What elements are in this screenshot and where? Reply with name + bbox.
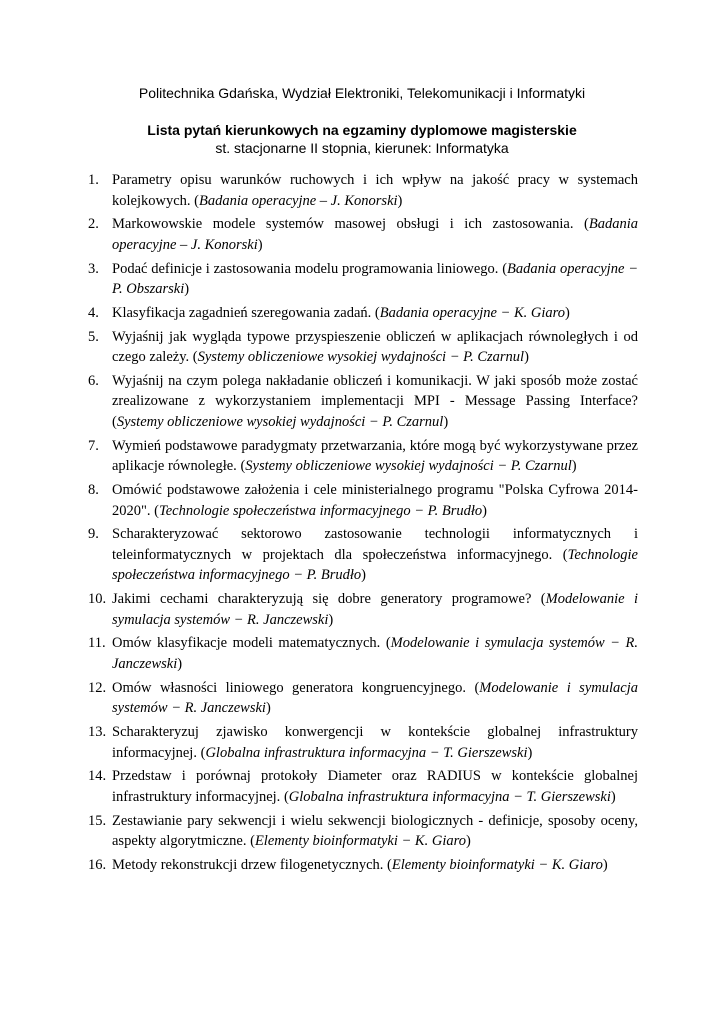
question-number: 14. (88, 768, 107, 785)
question-item: 5. Wyjaśnij jak wygląda typowe przyspieszenie obliczeń w aplikacjach równoległych i od czego zależy. (Systemy obliczeniowe wysokiej wydajności − P. Czarnul) (88, 328, 638, 366)
question-number: 12. (88, 679, 107, 696)
question-source: Technologie społeczeństwa informacyjnego − P. Brudło (112, 546, 638, 584)
question-number: 7. (88, 437, 99, 454)
question-number: 15. (88, 812, 107, 829)
question-source: Technologie społeczeństwa informacyjnego − P. Brudło (159, 502, 483, 519)
question-number: 13. (88, 724, 107, 741)
question-text: Omówić podstawowe założenia i cele ministerialnego programu "Polska Cyfrowa 2014-2020". (112, 482, 638, 519)
question-item: 15. Zestawianie pary sekwencji i wielu sekwencji biologicznych - definicje, sposoby oceny, aspekty algorytmiczne. (Elementy bioinformatyki − K. Giaro) (88, 812, 638, 850)
question-text: Wymień podstawowe paradygmaty przetwarzania, które mogą być wykorzystywane przez aplikacje równoległe. (112, 437, 638, 475)
question-text: Zestawianie pary sekwencji i wielu sekwencji biologicznych - definicje, sposoby oceny, aspekty algorytmiczne. (112, 812, 638, 850)
question-item: 14. Przedstaw i porównaj protokoły Diameter oraz RADIUS w kontekście globalnej infrastruktury informacyjnej. (Globalna infrastruktura informacyjna − T. Gierszewski) (88, 768, 638, 805)
question-number: 3. (88, 260, 99, 277)
question-number: 8. (88, 482, 99, 499)
question-number: 9. (88, 526, 99, 543)
question-source: Badania operacyjne − K. Giaro (379, 304, 565, 321)
question-source: Systemy obliczeniowe wysokiej wydajności − P. Czarnul (197, 349, 525, 366)
question-text: Markowowskie modele systemów masowej obsługi i ich zastosowania. (112, 216, 574, 233)
question-item: 7. Wymień podstawowe paradygmaty przetwarzania, które mogą być wykorzystywane przez aplikacje równoległe. (Systemy obliczeniowe wysokiej wydajności − P. Czarnul) (88, 437, 638, 475)
question-text: Metody rekonstrukcji drzew filogenetycznych. (112, 856, 384, 873)
question-number: 6. (88, 372, 99, 389)
document-title: Lista pytań kierunkowych na egzaminy dyplomowe magisterskie (147, 122, 577, 138)
question-text: Klasyfikacja zagadnień szeregowania zadań. (112, 304, 372, 321)
question-number: 1. (88, 172, 99, 188)
question-item: 4. Klasyfikacja zagadnień szeregowania zadań. (Badania operacyjne − K. Giaro) (88, 303, 638, 324)
question-item: 11. Omów klasyfikacje modeli matematycznych. (Modelowanie i symulacja systemów − R. Janczewski) (88, 635, 638, 672)
question-source: Elementy bioinformatyki − K. Giaro (391, 856, 603, 873)
question-item: 8. Omówić podstawowe założenia i cele ministerialnego programu "Polska Cyfrowa 2014-2020". (Technologie społeczeństwa informacyjnego − P. Brudło) (88, 482, 638, 519)
question-source: Globalna infrastruktura informacyjna − T. Gierszewski (205, 744, 528, 761)
question-text: Podać definicje i zastosowania modelu programowania liniowego. (112, 260, 499, 277)
question-number: 2. (88, 216, 99, 233)
question-text: Scharakteryzuj zjawisko konwergencji w kontekście globalnej infrastruktury informacyjnej. (112, 724, 638, 761)
question-source: Systemy obliczeniowe wysokiej wydajności − P. Czarnul (116, 413, 444, 430)
question-source: Badania operacyjne – J. Konorski (112, 216, 638, 253)
question-item: 12. Omów własności liniowego generatora kongruencyjnego. (Modelowanie i symulacja systemów − R. Janczewski) (88, 679, 638, 717)
question-item: 1. Parametry opisu warunków ruchowych i ich wpływ na jakość pracy w systemach kolejkowych. (Badania operacyjne – J. Konorski) (88, 172, 638, 209)
question-number: 11. (88, 635, 106, 652)
question-number: 10. (88, 591, 107, 608)
question-text: Omów klasyfikacje modeli matematycznych. (112, 635, 381, 652)
question-item: 3. Podać definicje i zastosowania modelu programowania liniowego. (Badania operacyjne − P. Obszarski) (88, 260, 638, 298)
question-text: Omów własności liniowego generatora kongruencyjnego. (112, 679, 466, 696)
question-item: 6. Wyjaśnij na czym polega nakładanie obliczeń i komunikacji. W jaki sposób może zostać zrealizowane z wykorzystaniem implementacji MPI - Message Passing Interface? (Systemy obliczeniowe wysokiej wydajności − P. Czarnul) (88, 372, 638, 430)
question-text: Jakimi cechami charakteryzują się dobre generatory programowe? (112, 591, 532, 608)
question-text: Parametry opisu warunków ruchowych i ich wpływ na jakość pracy w systemach kolejkowych. (112, 172, 638, 209)
question-number: 5. (88, 328, 99, 345)
question-source: Elementy bioinformatyki − K. Giaro (254, 833, 466, 850)
question-text: Wyjaśnij jak wygląda typowe przyspieszenie obliczeń w aplikacjach równoległych i od czego zależy. (112, 328, 638, 366)
question-list (88, 170, 638, 879)
question-item: 16. Metody rekonstrukcji drzew filogenetycznych. (Elementy bioinformatyki − K. Giaro) (88, 855, 638, 876)
question-source: Systemy obliczeniowe wysokiej wydajności − P. Czarnul (245, 458, 572, 475)
question-source: Badania operacyjne − P. Obszarski (112, 260, 638, 298)
question-text: Przedstaw i porównaj protokoły Diameter oraz RADIUS w kontekście globalnej infrastruktury informacyjnej. (112, 768, 638, 805)
question-item: 10. Jakimi cechami charakteryzują się dobre generatory programowe? (Modelowanie i symulacja systemów − R. Janczewski) (88, 591, 638, 628)
university-line: Politechnika Gdańska, Wydział Elektroniki, Telekomunikacji i Informatyki (138, 85, 586, 101)
question-source: Badania operacyjne – J. Konorski (199, 192, 398, 209)
document-subtitle: st. stacjonarne II stopnia, kierunek: Informatyka (215, 140, 509, 156)
question-item: 2. Markowowskie modele systemów masowej obsługi i ich zastosowania. (Badania operacyjne – J. Konorski) (88, 216, 638, 253)
question-text: Scharakteryzować sektorowo zastosowanie technologii informatycznych i teleinformatycznych w projektach dla społeczeństwa informacyjnego. (112, 526, 638, 563)
question-source: Modelowanie i symulacja systemów − R. Janczewski (112, 591, 638, 628)
document-header (0, 84, 724, 157)
question-source: Modelowanie i symulacja systemów − R. Janczewski (112, 635, 638, 672)
question-item: 9. Scharakteryzować sektorowo zastosowanie technologii informatycznych i teleinformatycznych w projektach dla społeczeństwa informacyjnego. (Technologie społeczeństwa informacyjnego − P. Brudło) (88, 526, 638, 584)
question-source: Modelowanie i symulacja systemów − R. Janczewski (112, 679, 638, 717)
question-source: Globalna infrastruktura informacyjna − T. Gierszewski (288, 788, 611, 805)
question-item: 13. Scharakteryzuj zjawisko konwergencji w kontekście globalnej infrastruktury informacyjnej. (Globalna infrastruktura informacyjna − T. Gierszewski) (88, 724, 638, 761)
question-number: 4. (88, 304, 99, 321)
question-text: Wyjaśnij na czym polega nakładanie obliczeń i komunikacji. W jaki sposób może zostać zrealizowane z wykorzystaniem implementacji MPI - Message Passing Interface? (112, 372, 638, 410)
question-number: 16. (88, 856, 107, 873)
